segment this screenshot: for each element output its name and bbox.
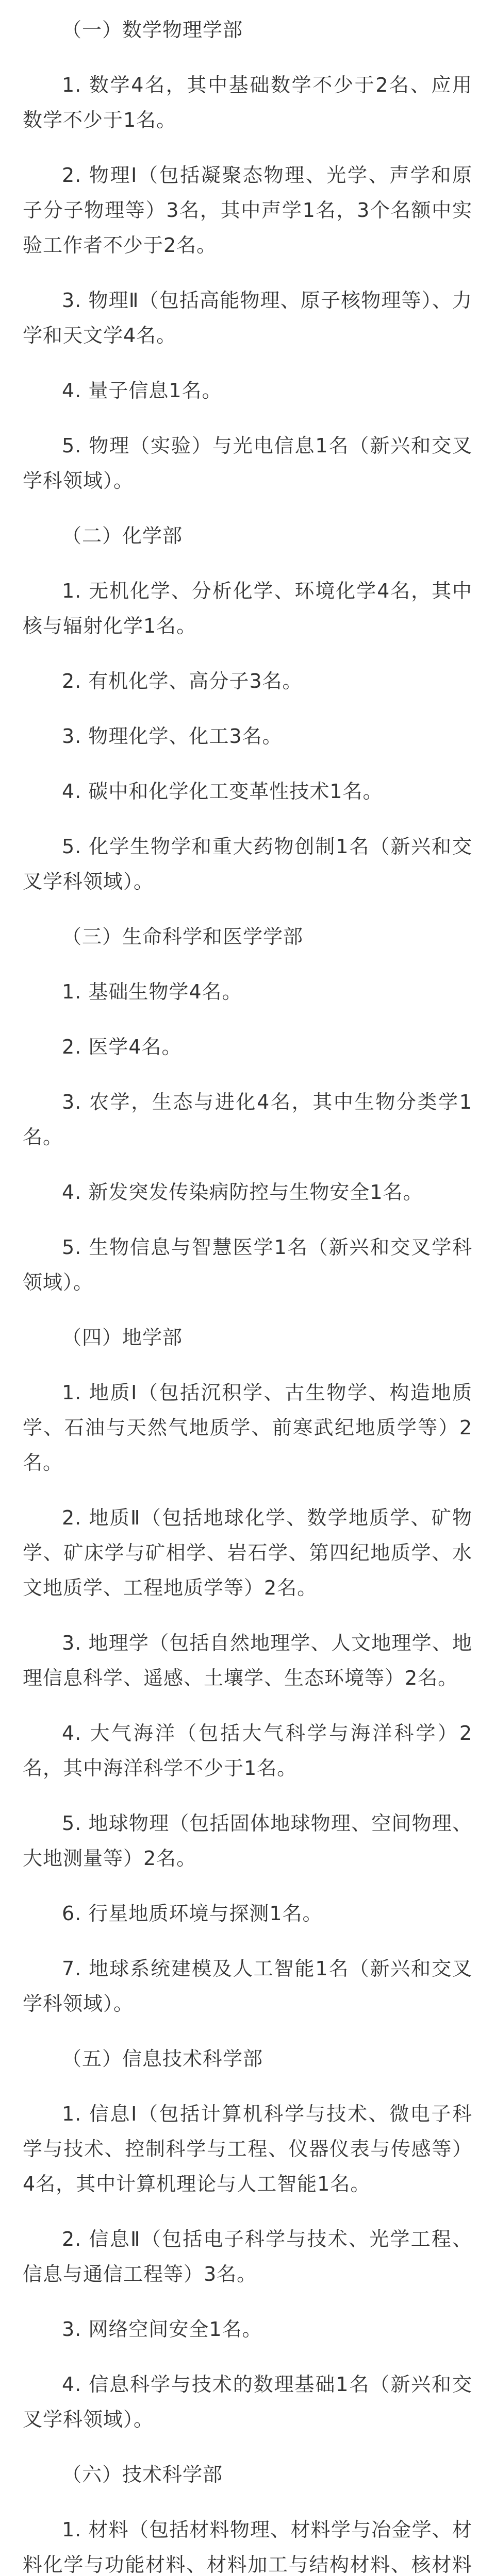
list-item-geology-1: 1. 地质Ⅰ（包括沉积学、古生物学、构造地质学、石油与天然气地质学、前寒武纪地质学等）2名。: [23, 1381, 472, 1474]
list-item-atmosphere-ocean: 4. 大气海洋（包括大气科学与海洋科学）2名，其中海洋科学不少于1名。: [23, 1722, 472, 1780]
section-heading-technical-sciences: （六）技术科学部: [62, 2463, 223, 2486]
section-heading-chemistry: （二）化学部: [62, 524, 183, 547]
section-heading-information-tech: （五）信息技术科学部: [62, 2047, 263, 2070]
list-item-chemical-biology: 5. 化学生物学和重大药物创制1名（新兴和交叉学科领域）。: [23, 835, 472, 893]
list-item-infectious-disease: 4. 新发突发传染病防控与生物安全1名。: [62, 1181, 423, 1204]
list-item-agriculture-ecology: 3. 农学，生态与进化4名，其中生物分类学1名。: [23, 1091, 472, 1148]
list-item-math: 1. 数学4名，其中基础数学不少于2名、应用数学不少于1名。: [23, 74, 472, 131]
list-item-physical-chemistry: 3. 物理化学、化工3名。: [62, 725, 283, 748]
list-item-inorganic-chemistry: 1. 无机化学、分析化学、环境化学4名，其中核与辐射化学1名。: [23, 580, 472, 637]
list-item-materials: 1. 材料（包括材料物理、材料学与冶金学、材料化学与功能材料、材料加工与结构材料、核材料: [23, 2518, 472, 2576]
list-item-organic-chemistry: 2. 有机化学、高分子3名。: [62, 670, 303, 692]
list-item-geology-2: 2. 地质Ⅱ（包括地球化学、数学地质学、矿物学、矿床学与矿相学、岩石学、第四纪地质学、水文地质学、工程地质学等）2名。: [23, 1506, 472, 1599]
list-item-cyberspace-security: 3. 网络空间安全1名。: [62, 2318, 262, 2341]
list-item-earth-system-ai: 7. 地球系统建模及人工智能1名（新兴和交叉学科领域）。: [23, 1957, 472, 2015]
list-item-planetary-geology: 6. 行星地质环境与探测1名。: [62, 1902, 323, 1925]
list-item-physics-1: 2. 物理Ⅰ（包括凝聚态物理、光学、声学和原子分子物理等）3名，其中声学1名，3个名额中实验工作者不少于2名。: [23, 164, 472, 257]
section-heading-earth-sciences: （四）地学部: [62, 1326, 183, 1349]
section-heading-math-physics: （一）数学物理学部: [62, 19, 243, 41]
list-item-bioinformatics: 5. 生物信息与智慧医学1名（新兴和交叉学科领域）。: [23, 1236, 472, 1294]
list-item-geophysics: 5. 地球物理（包括固体地球物理、空间物理、大地测量等）2名。: [23, 1812, 472, 1870]
list-item-medicine: 2. 医学4名。: [62, 1036, 182, 1058]
list-item-basic-biology: 1. 基础生物学4名。: [62, 980, 242, 1003]
list-item-quantum-info: 4. 量子信息1名。: [62, 379, 222, 402]
section-heading-life-sciences: （三）生命科学和医学学部: [62, 925, 304, 948]
list-item-information-2: 2. 信息Ⅱ（包括电子科学与技术、光学工程、信息与通信工程等）3名。: [23, 2228, 472, 2285]
list-item-information-1: 1. 信息Ⅰ（包括计算机科学与技术、微电子科学与技术、控制科学与工程、仪器仪表与传感等）4名，其中计算机理论与人工智能1名。: [23, 2103, 472, 2195]
list-item-physics-optoelectronics: 5. 物理（实验）与光电信息1名（新兴和交叉学科领域）。: [23, 434, 472, 492]
list-item-geography: 3. 地理学（包括自然地理学、人文地理学、地理信息科学、遥感、土壤学、生态环境等）2名。: [23, 1632, 472, 1689]
list-item-physics-2: 3. 物理Ⅱ（包括高能物理、原子核物理等）、力学和天文学4名。: [23, 289, 472, 347]
list-item-info-math-foundations: 4. 信息科学与技术的数理基础1名（新兴和交叉学科领域）。: [23, 2373, 472, 2431]
list-item-carbon-neutrality: 4. 碳中和化学化工变革性技术1名。: [62, 780, 383, 803]
